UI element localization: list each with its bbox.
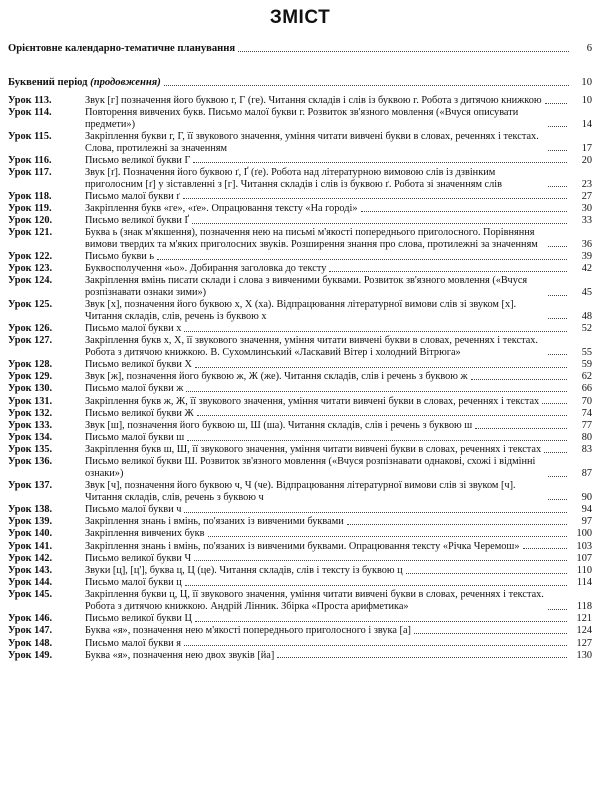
lesson-title: Буква «я», позначення нею двох звуків [йа] (85, 649, 275, 661)
lesson-number: Урок 139. (8, 516, 53, 528)
dot-leader (277, 657, 567, 658)
page-number: 30 (581, 202, 592, 214)
lesson-body (85, 275, 592, 298)
toc-lesson-row[interactable] (8, 396, 592, 408)
page-number: 10 (581, 95, 592, 106)
toc-lesson-row[interactable] (8, 638, 592, 650)
lesson-number: Урок 143. (8, 564, 53, 576)
dot-leader (548, 126, 567, 127)
toc-lesson-row[interactable] (8, 335, 592, 358)
dot-leader (185, 585, 567, 586)
toc-lesson-row[interactable] (8, 589, 592, 612)
lesson-title: Письмо малої букви ч (85, 504, 182, 516)
toc-lesson-row[interactable] (8, 107, 592, 130)
lesson-title: Звук [ч], позначення його буквою ч, Ч (че). Відпрацювання літературної вимови слів зі звуком [ч]. Читання складів, слів, речень з буквою ч (85, 480, 516, 503)
lesson-number: Урок 127. (8, 335, 53, 347)
page-number: 70 (581, 395, 592, 407)
lesson-title: Письмо великої букви Ч (85, 552, 192, 564)
page-number: 94 (581, 504, 592, 516)
lesson-title: Закріплення букви ц, Ц, її звукового значення, уміння читати вивчені букви в словах, реченнях і текстах. Робота з дитячою книжкою. Андрій Лінник. Збірка «Проста арифметика» (85, 589, 544, 612)
lesson-title: Письмо великої букви Ж (85, 407, 194, 419)
lesson-title: Письмо великої букви Г (85, 154, 191, 166)
toc-lesson-row[interactable] (8, 371, 592, 383)
lesson-list (8, 95, 592, 661)
lesson-title: Закріплення букв х, Х, її звукового значення, уміння читати вивчені букви в словах, реченнях і текстах. Робота з дитячою книжкою. В. Сухомлинський «Ласкавий Вітер і холодний Вітрюга» (85, 335, 538, 358)
dot-leader (164, 85, 569, 86)
page-number: 48 (581, 310, 592, 322)
toc-section-letter-period[interactable] (8, 76, 592, 89)
dot-leader (184, 645, 567, 646)
toc-lesson-row[interactable] (8, 227, 592, 250)
lesson-body (85, 589, 592, 612)
dot-leader (183, 198, 567, 199)
lesson-title: Звук [ш], позначення його буквою ш, Ш (ша). Читання складів, слів і речень з буквою ш (85, 419, 473, 431)
lesson-body (85, 516, 592, 528)
lesson-title: Звук [г] позначення його буквою г, Г (ге). Читання складів і слів із буквою г. Робота з дитячою книжкою (85, 95, 542, 106)
lesson-title: Закріплення букв ш, Ш, її звукового значення, уміння читати вивчені букви в словах, реченнях і текстах (85, 444, 542, 456)
lesson-number: Урок 144. (8, 577, 53, 589)
toc-lesson-row[interactable] (8, 251, 592, 263)
page-number: 10 (581, 77, 592, 88)
lesson-title: Буквосполучення «ьо». Добирання заголовка до тексту (85, 263, 327, 275)
toc-lesson-row[interactable] (8, 263, 592, 275)
lesson-number: Урок 132. (8, 407, 53, 419)
lesson-number: Урок 129. (8, 371, 53, 383)
lesson-body (85, 131, 592, 154)
toc-lesson-row[interactable] (8, 155, 592, 167)
lesson-title: Закріплення букви г, Г, її звукового значення, уміння читати вивчені букви в словах, реченнях і текстах. Слова, протилежні за значенням (85, 130, 539, 154)
page-number: 42 (581, 263, 592, 275)
lesson-title: Закріплення вмінь писати склади і слова з вивченими буквами. Розвиток зв'язного мовлення («Вчуся розпізнавати ознаки зими») (85, 275, 528, 299)
dot-leader (542, 403, 567, 404)
toc-lesson-row[interactable] (8, 553, 592, 565)
lesson-number: Урок 130. (8, 383, 53, 395)
dot-leader (157, 259, 567, 260)
dot-leader (545, 103, 567, 104)
lesson-number: Урок 134. (8, 432, 53, 444)
lesson-title: Письмо малої букви ґ (85, 190, 180, 202)
lesson-body (85, 456, 592, 479)
lesson-body (85, 625, 592, 637)
lesson-number: Урок 119. (8, 202, 52, 214)
lesson-number: Урок 124. (8, 275, 53, 287)
lesson-title: Закріплення букв «ге», «ґе». Опрацювання тексту «На городі» (85, 202, 358, 214)
lesson-body (85, 107, 592, 130)
dot-leader (414, 633, 567, 634)
dot-leader (192, 223, 567, 224)
toc-lesson-row[interactable] (8, 480, 592, 503)
toc-lesson-row[interactable] (8, 456, 592, 479)
page-number: 62 (581, 371, 592, 383)
page-number: 45 (581, 287, 592, 299)
dot-leader (523, 548, 568, 549)
lesson-title: Закріплення вивчених букв (85, 528, 205, 540)
lesson-title: Письмо малої букви х (85, 323, 182, 334)
toc-lesson-row[interactable] (8, 323, 592, 335)
lesson-number: Урок 136. (8, 456, 53, 468)
lesson-body (85, 577, 592, 589)
dot-leader (329, 271, 567, 272)
dot-leader (548, 476, 567, 477)
dot-leader (361, 211, 567, 212)
lesson-number: Урок 121. (8, 227, 53, 239)
lesson-number: Урок 126. (8, 323, 53, 334)
page-number: 33 (581, 215, 592, 227)
toc-lesson-row[interactable] (8, 359, 592, 371)
lesson-title: Закріплення знань і вмінь, по'язаних із вивченими буквами. Опрацювання тексту «Річка Черемош» (85, 540, 520, 552)
lesson-body (85, 638, 592, 650)
lesson-title: Закріплення букв ж, Ж, її звукового значення, уміння читати вивчені букви в словах, реченнях і текстах (85, 395, 540, 407)
lesson-title: Буква «я», позначення нею м'якості попереднього приголосного і звука [а] (85, 625, 411, 637)
page-number: 77 (581, 419, 592, 431)
dot-leader (548, 318, 567, 319)
lesson-body (85, 383, 592, 395)
toc-lesson-row[interactable] (8, 541, 592, 553)
lesson-body (85, 432, 592, 444)
lesson-body (85, 299, 592, 322)
page-number: 114 (576, 577, 592, 589)
toc-lesson-row[interactable] (8, 95, 592, 107)
lesson-title: Письмо малої букви ш (85, 432, 185, 444)
dot-leader (347, 524, 567, 525)
page-number: 110 (576, 564, 592, 576)
toc-lesson-row[interactable] (8, 516, 592, 528)
toc-lesson-row[interactable] (8, 577, 592, 589)
lesson-body (85, 227, 592, 250)
lesson-number: Урок 149. (8, 649, 53, 661)
lesson-title: Письмо великої букви Ш. Розвиток зв'язного мовлення («Вчуся розпізнавати однакові, схожі і відмінні ознаки») (85, 456, 536, 480)
section-label-italic: (продовження) (90, 77, 161, 88)
lesson-number: Урок 141. (8, 540, 53, 552)
dot-leader (544, 452, 567, 453)
lesson-number: Урок 120. (8, 215, 53, 227)
dot-leader (471, 379, 567, 380)
lesson-title: Звук [х], позначення його буквою х, Х (ха). Відпрацювання літературної вимови слів зі звуком [х]. Читання складів, слів, речень із буквою х (85, 299, 517, 322)
lesson-number: Урок 148. (8, 637, 53, 649)
lesson-title: Письмо великої букви Ц (85, 613, 192, 625)
dot-leader (184, 512, 567, 513)
page-number: 100 (576, 528, 592, 540)
lesson-title: Закріплення знань і вмінь, по'язаних із вивченими буквами (85, 516, 344, 528)
lesson-body (85, 528, 592, 540)
lesson-body (85, 335, 592, 358)
lesson-body (85, 191, 592, 203)
lesson-title: Повторення вивчених букв. Письмо малої букви г. Розвиток зв'язного мовлення («Вчуся описувати предмети») (85, 107, 519, 130)
dot-leader (548, 609, 567, 610)
lesson-title: Буква ь (знак м'якшення), позначення нею на письмі м'якості попереднього приголосного. Порівняння вимови твердих та м'яких приголосних звуків. Розширення знання про слова, протилежні за значенням (85, 227, 538, 250)
toc-lesson-row[interactable] (8, 167, 592, 190)
lesson-number: Урок 113. (8, 95, 52, 106)
lesson-number: Урок 118. (8, 190, 52, 202)
toc-lesson-row[interactable] (8, 625, 592, 637)
lesson-title: Письмо малої букви ж (85, 383, 184, 395)
toc-lesson-row[interactable] (8, 215, 592, 227)
page-number: 55 (581, 346, 592, 358)
page-number: 107 (576, 552, 592, 564)
page-number: 17 (581, 142, 592, 154)
page-number: 80 (581, 432, 592, 444)
dot-leader (548, 295, 567, 296)
page-number: 39 (581, 251, 592, 263)
lesson-number: Урок 133. (8, 419, 53, 431)
toc-lesson-row[interactable] (8, 131, 592, 154)
toc-lesson-row[interactable] (8, 504, 592, 516)
lesson-body (85, 263, 592, 275)
dot-leader (184, 331, 567, 332)
toc-lesson-row[interactable] (8, 650, 592, 662)
toc-lesson-row[interactable] (8, 191, 592, 203)
lesson-title: Письмо малої букви я (85, 637, 181, 649)
lesson-title: Письмо великої букви Ґ (85, 215, 190, 227)
dot-leader (186, 391, 567, 392)
page-number: 52 (581, 323, 592, 334)
dot-leader (194, 560, 567, 561)
dot-leader (197, 415, 567, 416)
lesson-body (85, 504, 592, 516)
lesson-number: Урок 137. (8, 480, 53, 492)
dot-leader (548, 186, 567, 187)
page-number: 20 (581, 154, 592, 166)
lesson-number: Урок 115. (8, 130, 52, 142)
lesson-number: Урок 122. (8, 251, 53, 263)
lesson-number: Урок 131. (8, 395, 53, 407)
lesson-number: Урок 116. (8, 154, 52, 166)
lesson-title: Письмо малої букви ц (85, 577, 182, 589)
lesson-body (85, 541, 592, 553)
lesson-title: Звук [ґ]. Позначення його буквою ґ, Ґ (ґе). Робота над літературною вимовою слів із дзвінким приголосним [ґ] у зіставленні з [г]. Читання складів і слів із буквою ґ. Робота зі значенням слів (85, 166, 502, 190)
dot-leader (548, 499, 567, 500)
lesson-body (85, 95, 592, 107)
lesson-body (85, 251, 592, 263)
lesson-body (85, 323, 592, 335)
page-number: 130 (576, 649, 592, 661)
dot-leader (548, 354, 567, 355)
lesson-body (85, 613, 592, 625)
page-title: ЗМІСТ (269, 7, 331, 28)
lesson-number: Урок 135. (8, 444, 53, 456)
dot-leader (548, 246, 567, 247)
toc-lesson-row[interactable] (8, 528, 592, 540)
dot-leader (195, 367, 567, 368)
dot-leader (406, 573, 567, 574)
toc-lesson-row[interactable] (8, 565, 592, 577)
lesson-number: Урок 123. (8, 263, 53, 275)
page-number: 6 (586, 43, 592, 54)
page-number: 83 (581, 444, 592, 456)
lesson-body (85, 408, 592, 420)
toc-lesson-row[interactable] (8, 432, 592, 444)
lesson-number: Урок 114. (8, 107, 52, 119)
page-number: 27 (581, 190, 592, 202)
section-label: Буквений період (продовження) (8, 77, 161, 88)
lesson-body (85, 167, 592, 190)
dot-leader (548, 150, 567, 151)
toc-lesson-row[interactable] (8, 383, 592, 395)
toc-lesson-row[interactable] (8, 408, 592, 420)
lesson-number: Урок 147. (8, 625, 53, 637)
page-number: 66 (581, 383, 592, 395)
lesson-number: Урок 142. (8, 552, 53, 564)
section-label: Орієнтовне календарно-тематичне планування (8, 43, 236, 54)
lesson-number: Урок 140. (8, 528, 53, 540)
page-number: 87 (581, 468, 592, 480)
page-number: 36 (581, 238, 592, 250)
dot-leader (475, 428, 567, 429)
lesson-body (85, 359, 592, 371)
lesson-title: Письмо великої букви Х (85, 358, 192, 370)
dot-leader (195, 621, 567, 622)
dot-leader (238, 51, 569, 52)
page-number: 103 (576, 540, 592, 552)
page-number: 121 (576, 613, 592, 625)
toc-lesson-row[interactable] (8, 299, 592, 322)
lesson-number: Урок 145. (8, 589, 53, 601)
page-number: 118 (576, 600, 592, 612)
page-number: 90 (581, 491, 592, 503)
toc-lesson-row[interactable] (8, 203, 592, 215)
lesson-body (85, 553, 592, 565)
lesson-body (85, 650, 592, 662)
page-number: 14 (581, 118, 592, 130)
lesson-number: Урок 117. (8, 166, 52, 178)
page-number: 127 (576, 637, 592, 649)
lesson-body (85, 396, 592, 408)
lesson-number: Урок 146. (8, 613, 53, 625)
lesson-body (85, 480, 592, 503)
lesson-body (85, 371, 592, 383)
toc-lesson-row[interactable] (8, 420, 592, 432)
toc-lesson-row[interactable] (8, 444, 592, 456)
lesson-title: Звук [ж], позначення його буквою ж, Ж (же). Читання складів, слів і речень з буквою ж (85, 371, 468, 383)
lesson-body (85, 155, 592, 167)
dot-leader (193, 162, 567, 163)
lesson-body (85, 444, 592, 456)
lesson-number: Урок 128. (8, 358, 53, 370)
lesson-body (85, 565, 592, 577)
lesson-body (85, 203, 592, 215)
page-number: 97 (581, 516, 592, 528)
lesson-number: Урок 125. (8, 299, 53, 311)
dot-leader (187, 440, 567, 441)
page-number: 23 (581, 178, 592, 190)
lesson-body (85, 215, 592, 227)
lesson-number: Урок 138. (8, 504, 53, 516)
page-number: 59 (581, 358, 592, 370)
lesson-body (85, 420, 592, 432)
page-number: 124 (576, 625, 592, 637)
page-number: 74 (581, 407, 592, 419)
dot-leader (208, 536, 568, 537)
toc-lesson-row[interactable] (8, 613, 592, 625)
toc-section-planning[interactable] (8, 42, 592, 55)
toc-lesson-row[interactable] (8, 275, 592, 298)
lesson-title: Звуки [ц], [ц'], буква ц, Ц (це). Читання складів, слів і тексту із буквою ц (85, 564, 403, 576)
lesson-title: Письмо букви ь (85, 251, 155, 263)
